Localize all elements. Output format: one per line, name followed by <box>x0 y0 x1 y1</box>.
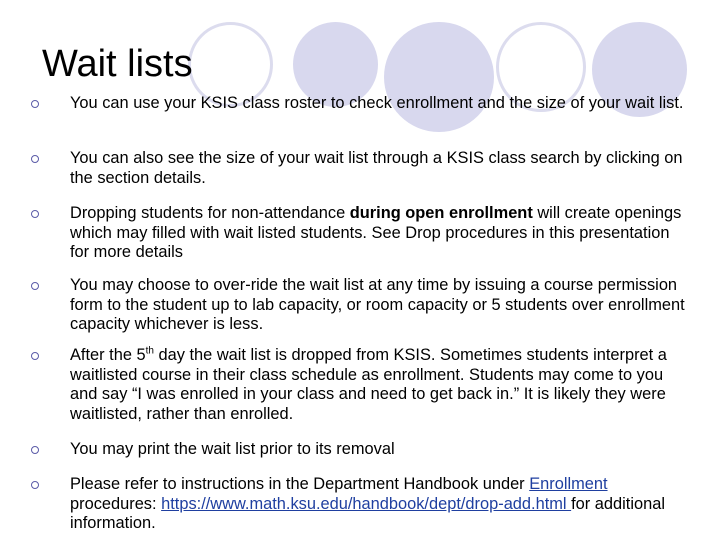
bullet-text: You can also see the size of your wait list through a KSIS class search by clicking on the section details. <box>70 149 683 187</box>
bullet-item <box>70 204 690 263</box>
bullet-item <box>70 346 690 424</box>
bullet-item <box>70 149 690 188</box>
bullet-text: for additional information. <box>70 494 665 532</box>
bullet-item <box>70 94 690 114</box>
decorative-circle <box>384 22 494 132</box>
bullet-text: Please refer to instructions in the Department Handbook under <box>70 475 530 493</box>
bullet-text: day the wait list is dropped from KSIS. Sometimes students interpret a waitlisted course in their class schedule as enrollment. Students may come to you and say “I was enrolled in your class and need to get back in.” It is likely they were waitlisted, rather than enrolled. <box>70 346 667 423</box>
bullet-text: You can use your KSIS class roster to check enrollment and the size of your wait list. <box>70 94 684 112</box>
bullet-icon <box>31 282 39 290</box>
superscript: th <box>145 345 154 357</box>
enrollment-link[interactable]: Enrollment <box>529 475 608 493</box>
bullet-icon <box>31 100 39 108</box>
bullet-text: Dropping students for non-attendance <box>70 204 350 222</box>
bullet-emphasis: during open enrollment <box>349 204 533 222</box>
bullet-icon <box>31 446 39 454</box>
slide-title: Wait lists <box>42 43 193 85</box>
handbook-url-link[interactable]: https://www.math.ksu.edu/handbook/dept/drop-add.html <box>161 494 572 513</box>
bullet-text: procedures: <box>70 494 162 513</box>
bullet-icon <box>31 155 39 163</box>
bullet-text: After the 5 <box>70 346 146 364</box>
bullet-text: You may choose to over-ride the wait list at any time by issuing a course permission form to the student up to lab capacity, or room capacity or 5 students over enrollment capacity whichever is less. <box>70 276 685 333</box>
bullet-icon <box>31 352 39 360</box>
bullet-item <box>70 440 690 460</box>
bullet-text: will create openings which may filled with wait listed students. See Drop procedures in this presentation for more details <box>70 204 682 261</box>
bullet-icon <box>31 210 39 218</box>
bullet-item <box>70 475 690 534</box>
bullet-icon <box>31 481 39 489</box>
bullet-text: You may print the wait list prior to its removal <box>70 440 395 458</box>
bullet-item <box>70 276 690 335</box>
